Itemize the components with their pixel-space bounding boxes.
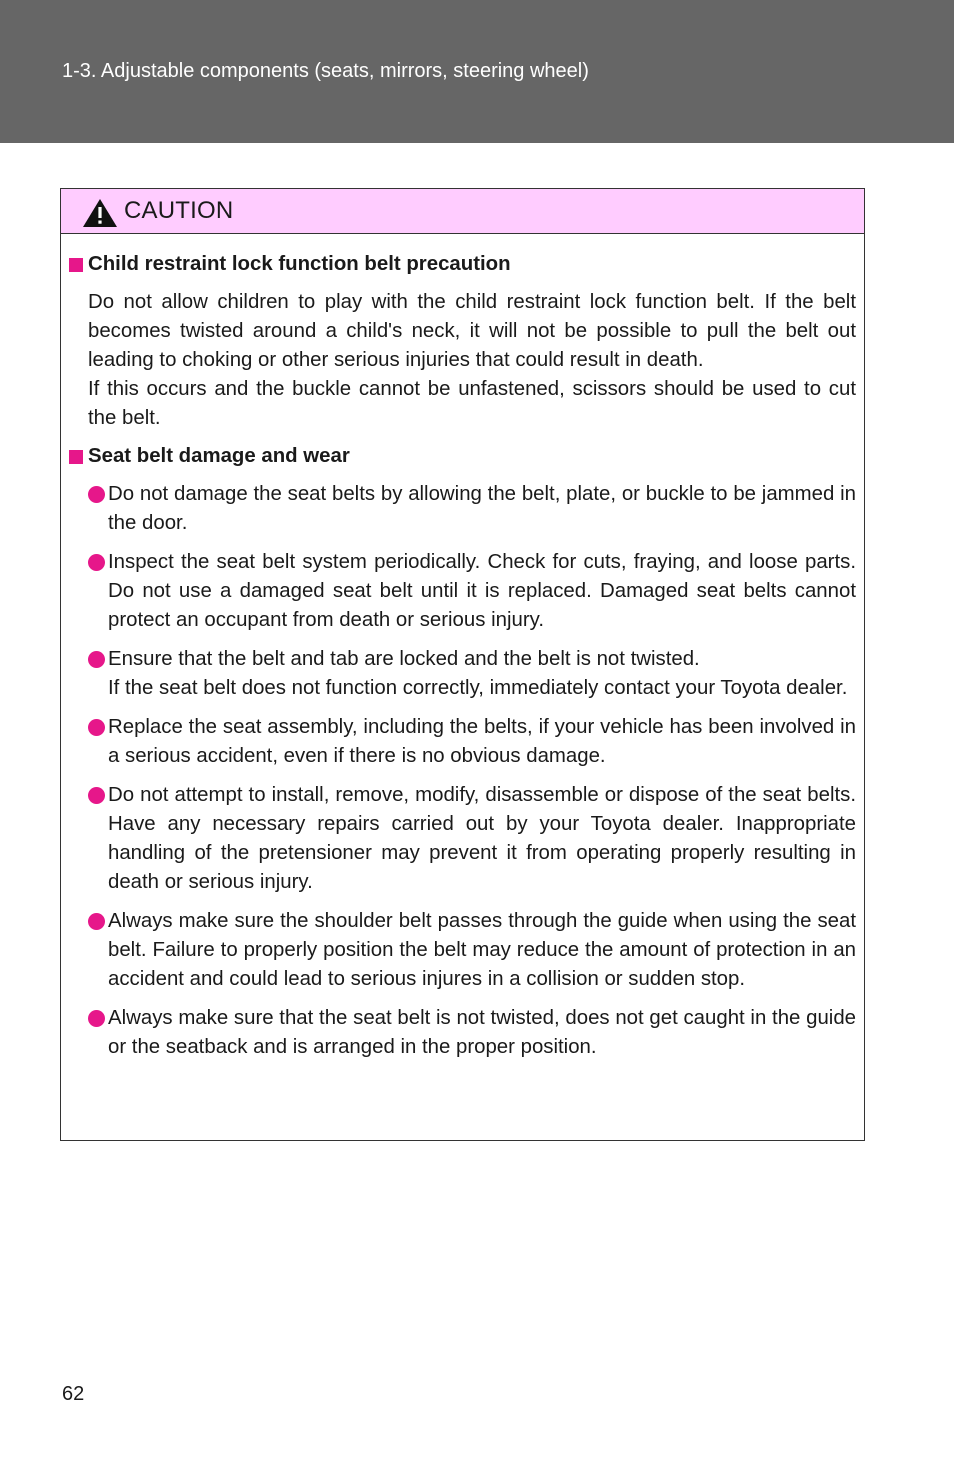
list-item-text: Replace the seat assembly, including the belts, if your vehicle has been involved in a serious accident, even if there is no obvious damage. — [108, 716, 856, 767]
list-item-text: Ensure that the belt and tab are locked and the belt is not twisted. — [108, 648, 700, 670]
circle-bullet-icon — [88, 1010, 105, 1027]
caution-box — [60, 188, 865, 1141]
page-number: 62 — [62, 1383, 85, 1405]
list-item-text: Always make sure the shoulder belt passes through the guide when using the seat belt. Failure to properly position the belt may reduce the amount of protection in an accident and could lead to serious injures in a collision or sudden stop. — [108, 910, 856, 990]
list-item — [88, 781, 856, 897]
section-paragraphs — [88, 288, 856, 433]
caution-body — [61, 234, 864, 1062]
paragraph: Do not allow children to play with the child restraint lock function belt. If the belt becomes twisted around a child's neck, it will not be possible to pull the belt out leading to choking or other serious injuries that could result in death. — [88, 291, 856, 371]
circle-bullet-icon — [88, 554, 105, 571]
list-item — [88, 907, 856, 994]
circle-bullet-icon — [88, 719, 105, 736]
list-item-text: If the seat belt does not function correctly, immediately contact your Toyota dealer. — [108, 677, 848, 699]
section-heading-seat-belt-damage — [69, 442, 856, 471]
square-bullet-icon — [69, 450, 83, 464]
circle-bullet-icon — [88, 486, 105, 503]
circle-bullet-icon — [88, 651, 105, 668]
list-item — [88, 480, 856, 538]
list-item-text: Always make sure that the seat belt is not twisted, does not get caught in the guide or the seatback and is arranged in the proper position. — [108, 1007, 856, 1058]
list-item — [88, 645, 856, 703]
caution-label: CAUTION — [124, 197, 234, 224]
list-item-text: Do not damage the seat belts by allowing the belt, plate, or buckle to be jammed in the door. — [108, 483, 856, 534]
list-item — [88, 713, 856, 771]
header-band — [0, 0, 954, 143]
section-title: 1-3. Adjustable components (seats, mirrors, steering wheel) — [62, 60, 589, 82]
list-item — [88, 1004, 856, 1062]
paragraph: If this occurs and the buckle cannot be unfastened, scissors should be used to cut the belt. — [88, 378, 856, 429]
circle-bullet-icon — [88, 913, 105, 930]
list-item-text: Do not attempt to install, remove, modify, disassemble or dispose of the seat belts. Have any necessary repairs carried out by your Toyota dealer. Inappropriate handling of the pretensioner may prevent it from operating properly resulting in death or serious injury. — [108, 784, 856, 893]
list-item-text: Inspect the seat belt system periodically. Check for cuts, fraying, and loose parts. Do not use a damaged seat belt until it is replaced. Damaged seat belts cannot protect an occupant from death or serious injury. — [108, 551, 856, 631]
list-item — [88, 548, 856, 635]
warning-triangle-icon — [82, 198, 118, 228]
section-heading-text: Child restraint lock function belt precaution — [88, 253, 511, 275]
section-heading-text: Seat belt damage and wear — [88, 445, 350, 467]
section-heading-child-restraint — [69, 250, 856, 279]
circle-bullet-icon — [88, 787, 105, 804]
square-bullet-icon — [69, 258, 83, 272]
caution-header — [61, 189, 864, 234]
